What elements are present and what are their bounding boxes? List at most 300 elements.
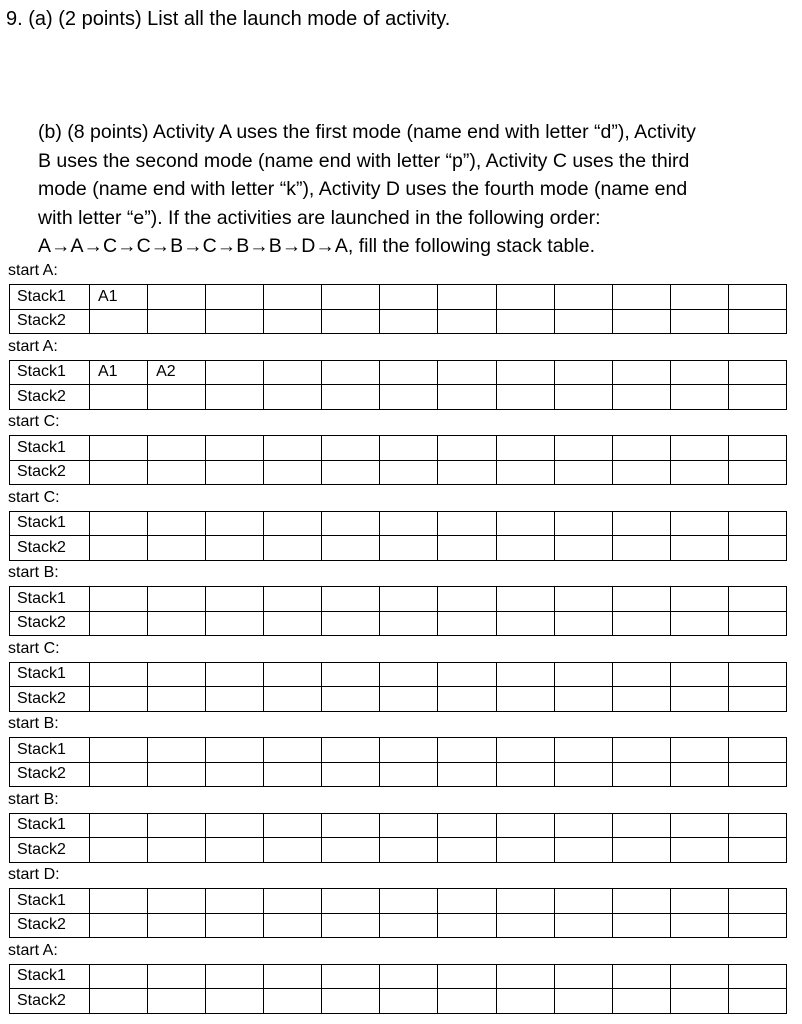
stack-cell[interactable] [90, 460, 148, 485]
stack-cell[interactable] [264, 913, 322, 938]
stack-cell[interactable] [90, 436, 148, 461]
stack-cell[interactable] [670, 813, 728, 838]
stack-cell[interactable] [206, 611, 264, 636]
stack-cell[interactable] [728, 989, 786, 1014]
stack-cell[interactable] [90, 813, 148, 838]
stack-cell[interactable] [206, 762, 264, 787]
stack-cell[interactable] [554, 385, 612, 410]
stack-cell[interactable] [380, 838, 438, 863]
stack-cell[interactable] [90, 611, 148, 636]
stack-cell[interactable] [380, 385, 438, 410]
stack-cell[interactable] [496, 460, 554, 485]
stack-cell[interactable] [496, 360, 554, 385]
stack-cell[interactable] [496, 309, 554, 334]
stack-cell[interactable] [148, 511, 206, 536]
row-label: Stack2 [10, 838, 90, 863]
stack-cell[interactable] [670, 687, 728, 712]
stack-cell[interactable] [612, 687, 670, 712]
stack-cell[interactable] [264, 611, 322, 636]
stack-cell[interactable] [90, 385, 148, 410]
stack-cell[interactable] [670, 889, 728, 914]
stack-cell[interactable] [612, 436, 670, 461]
stack-cell[interactable] [438, 536, 496, 561]
stack-cell[interactable] [438, 460, 496, 485]
stack-cell[interactable] [670, 536, 728, 561]
stack-cell[interactable] [148, 889, 206, 914]
stack-cell[interactable] [438, 687, 496, 712]
stack-cell[interactable] [496, 762, 554, 787]
stack-cell[interactable] [380, 460, 438, 485]
stack-cell[interactable] [612, 989, 670, 1014]
stack-cell[interactable] [554, 587, 612, 612]
stack-cell[interactable] [728, 838, 786, 863]
stack-cell[interactable] [670, 511, 728, 536]
stack-cell[interactable] [264, 460, 322, 485]
stack-cell[interactable] [554, 889, 612, 914]
stack-cell[interactable] [206, 309, 264, 334]
stack-cell[interactable] [264, 662, 322, 687]
stack-cell[interactable] [554, 687, 612, 712]
stack-cell[interactable] [148, 309, 206, 334]
stack-cell[interactable] [206, 511, 264, 536]
stack-cell[interactable] [380, 687, 438, 712]
stack-cell[interactable] [670, 587, 728, 612]
stack-table [9, 284, 787, 334]
stack-row [10, 662, 787, 687]
stack-cell[interactable] [322, 687, 380, 712]
stack-cell[interactable] [90, 662, 148, 687]
stack-section [0, 260, 802, 336]
stack-cell[interactable] [264, 536, 322, 561]
stack-cell[interactable] [438, 360, 496, 385]
stack-cell[interactable] [438, 587, 496, 612]
stack-cell[interactable] [496, 813, 554, 838]
row-label: Stack2 [10, 536, 90, 561]
stack-cell[interactable] [612, 587, 670, 612]
section-label: start A: [8, 262, 58, 279]
section-label: start C: [8, 488, 60, 506]
stack-cell[interactable] [148, 913, 206, 938]
row-label: Stack1 [10, 662, 90, 687]
stack-cell[interactable] [438, 309, 496, 334]
stack-cell[interactable] [322, 436, 380, 461]
stack-cell[interactable] [496, 511, 554, 536]
row-label: Stack2 [10, 309, 90, 334]
stack-cell[interactable] [554, 964, 612, 989]
stack-cell[interactable] [206, 687, 264, 712]
stack-cell[interactable] [728, 611, 786, 636]
section-label: start D: [8, 866, 60, 883]
stack-cell[interactable] [380, 964, 438, 989]
row-label: Stack1 [10, 360, 90, 385]
stack-cell[interactable] [90, 964, 148, 989]
stack-cell[interactable] [148, 738, 206, 763]
stack-cell[interactable] [670, 964, 728, 989]
stack-cell[interactable] [322, 762, 380, 787]
stack-row [10, 913, 787, 938]
stack-cell[interactable] [322, 536, 380, 561]
stack-cell[interactable] [728, 285, 786, 310]
stack-cell[interactable] [438, 913, 496, 938]
stack-cell[interactable] [612, 611, 670, 636]
row-label: Stack2 [10, 687, 90, 712]
stack-section [0, 864, 802, 940]
stack-cell[interactable] [438, 662, 496, 687]
stack-cell[interactable] [728, 460, 786, 485]
stack-cell[interactable] [496, 989, 554, 1014]
stack-cell[interactable] [670, 436, 728, 461]
stack-cell[interactable] [206, 813, 264, 838]
stack-cell[interactable] [496, 889, 554, 914]
row-label: Stack1 [10, 587, 90, 612]
stack-cell[interactable] [728, 762, 786, 787]
stack-cell[interactable] [206, 285, 264, 310]
stack-section [0, 562, 802, 638]
stack-cell[interactable] [554, 738, 612, 763]
stack-cell[interactable] [612, 838, 670, 863]
stack-cell[interactable] [612, 964, 670, 989]
stack-cell[interactable] [728, 738, 786, 763]
stack-section [0, 487, 802, 563]
stack-cell[interactable] [206, 964, 264, 989]
row-label: Stack1 [10, 285, 90, 310]
stack-cell[interactable] [438, 511, 496, 536]
stack-cell[interactable] [554, 460, 612, 485]
stack-cell[interactable] [380, 611, 438, 636]
stack-cell[interactable] [148, 687, 206, 712]
stack-cell[interactable] [206, 989, 264, 1014]
stack-cell[interactable] [728, 687, 786, 712]
stack-cell[interactable] [612, 460, 670, 485]
stack-cell[interactable] [322, 511, 380, 536]
stack-cell[interactable] [554, 511, 612, 536]
stack-cell[interactable] [554, 611, 612, 636]
stack-cell[interactable] [728, 913, 786, 938]
stack-cell[interactable] [90, 687, 148, 712]
stack-cell[interactable] [554, 285, 612, 310]
stack-cell[interactable] [322, 611, 380, 636]
stack-cell[interactable] [380, 536, 438, 561]
question-part-b-line: A→A→C→C→B→C→B→B→D→A, fill the following stack table. [38, 235, 595, 257]
stack-cell[interactable] [90, 913, 148, 938]
stack-cell[interactable] [612, 511, 670, 536]
stack-cell[interactable] [728, 309, 786, 334]
stack-cell[interactable] [90, 587, 148, 612]
stack-cell[interactable] [496, 536, 554, 561]
stack-cell[interactable] [264, 309, 322, 334]
row-label: Stack2 [10, 913, 90, 938]
stack-cell[interactable] [264, 587, 322, 612]
stack-cell[interactable] [612, 889, 670, 914]
stack-row [10, 989, 787, 1014]
stack-cell[interactable] [148, 989, 206, 1014]
stack-table [9, 737, 787, 787]
stack-table [9, 813, 787, 863]
stack-cell[interactable] [438, 385, 496, 410]
stack-cell[interactable] [264, 385, 322, 410]
stack-table [9, 435, 787, 485]
stack-cell[interactable] [148, 611, 206, 636]
stack-cell[interactable] [380, 511, 438, 536]
stack-cell[interactable] [554, 989, 612, 1014]
stack-cell[interactable] [438, 611, 496, 636]
stack-cell[interactable] [322, 964, 380, 989]
stack-cell[interactable] [612, 913, 670, 938]
stack-cell[interactable] [438, 285, 496, 310]
stack-cell[interactable] [148, 838, 206, 863]
row-label: Stack1 [10, 436, 90, 461]
stack-cell[interactable] [612, 385, 670, 410]
stack-cell[interactable] [322, 460, 380, 485]
stack-cell[interactable]: A1 [90, 360, 148, 385]
stack-cell[interactable] [728, 662, 786, 687]
stack-cell[interactable] [554, 662, 612, 687]
stack-cell[interactable] [206, 360, 264, 385]
stack-cell[interactable] [496, 662, 554, 687]
stack-cell[interactable] [496, 687, 554, 712]
stack-cell[interactable] [380, 989, 438, 1014]
stack-cell[interactable] [264, 436, 322, 461]
stack-cell[interactable] [264, 964, 322, 989]
stack-cell[interactable] [670, 662, 728, 687]
stack-cell[interactable] [90, 309, 148, 334]
stack-cell[interactable] [554, 360, 612, 385]
stack-cell[interactable] [206, 587, 264, 612]
stack-cell[interactable] [496, 285, 554, 310]
row-label: Stack1 [10, 511, 90, 536]
stack-cell[interactable] [322, 360, 380, 385]
stack-cell[interactable] [438, 989, 496, 1014]
row-label: Stack1 [10, 964, 90, 989]
stack-cell[interactable] [728, 385, 786, 410]
stack-cell[interactable] [264, 511, 322, 536]
stack-cell[interactable] [148, 813, 206, 838]
stack-cell[interactable] [264, 762, 322, 787]
stack-section [0, 411, 802, 487]
section-label: start B: [8, 715, 59, 732]
stack-cell[interactable] [206, 536, 264, 561]
section-label: start C: [8, 413, 60, 430]
section-label: start B: [8, 790, 59, 808]
stack-row [10, 309, 787, 334]
stack-cell[interactable] [148, 662, 206, 687]
stack-row [10, 460, 787, 485]
stack-cell[interactable] [728, 587, 786, 612]
stack-cell[interactable] [206, 889, 264, 914]
stack-cell[interactable] [554, 309, 612, 334]
stack-cell[interactable] [554, 913, 612, 938]
stack-cell[interactable] [206, 913, 264, 938]
stack-cell[interactable] [496, 913, 554, 938]
stack-cell[interactable] [612, 662, 670, 687]
stack-cell[interactable] [670, 913, 728, 938]
stack-cell[interactable] [496, 738, 554, 763]
stack-cell[interactable] [670, 738, 728, 763]
stack-table [9, 360, 787, 410]
stack-cell[interactable] [438, 813, 496, 838]
stack-cell[interactable] [322, 309, 380, 334]
row-label: Stack2 [10, 611, 90, 636]
stack-cell[interactable] [496, 587, 554, 612]
stack-cell[interactable] [612, 738, 670, 763]
stack-cell[interactable] [206, 436, 264, 461]
stack-cell[interactable] [206, 738, 264, 763]
stack-cell[interactable] [670, 838, 728, 863]
stack-cell[interactable]: A1 [90, 285, 148, 310]
stack-cell[interactable] [380, 285, 438, 310]
stack-cell[interactable] [612, 309, 670, 334]
question-part-b-line: mode (name end with letter “k”), Activity D uses the fourth mode (name end [38, 178, 688, 200]
stack-cell[interactable] [612, 285, 670, 310]
stack-cell[interactable] [148, 762, 206, 787]
stack-cell[interactable] [728, 964, 786, 989]
stack-table [9, 964, 787, 1014]
stack-cell[interactable] [612, 360, 670, 385]
stack-cell[interactable] [90, 989, 148, 1014]
stack-cell[interactable] [322, 738, 380, 763]
stack-cell[interactable] [206, 385, 264, 410]
stack-cell[interactable] [322, 587, 380, 612]
stack-cell[interactable] [380, 738, 438, 763]
stack-cell[interactable] [496, 611, 554, 636]
stack-cell[interactable] [90, 738, 148, 763]
stack-cell[interactable] [206, 838, 264, 863]
stack-cell[interactable] [670, 762, 728, 787]
stack-cell[interactable] [438, 436, 496, 461]
stack-cell[interactable] [148, 285, 206, 310]
stack-cell[interactable] [670, 285, 728, 310]
stack-table [9, 586, 787, 636]
stack-cell[interactable] [380, 436, 438, 461]
stack-cell[interactable] [438, 838, 496, 863]
stack-row [10, 611, 787, 636]
row-label: Stack2 [10, 989, 90, 1014]
stack-cell[interactable] [554, 436, 612, 461]
stack-cell[interactable] [670, 460, 728, 485]
stack-cell[interactable] [264, 989, 322, 1014]
stack-cell[interactable] [496, 838, 554, 863]
stack-row [10, 838, 787, 863]
stack-cell[interactable] [612, 762, 670, 787]
stack-cell[interactable] [728, 536, 786, 561]
stack-cell[interactable] [264, 738, 322, 763]
stack-cell[interactable]: A2 [148, 360, 206, 385]
stack-cell[interactable] [90, 511, 148, 536]
stack-cell[interactable] [90, 838, 148, 863]
stack-cell[interactable] [554, 536, 612, 561]
stack-cell[interactable] [380, 309, 438, 334]
stack-cell[interactable] [90, 536, 148, 561]
stack-cell[interactable] [380, 587, 438, 612]
stack-cell[interactable] [728, 360, 786, 385]
stack-table [9, 662, 787, 712]
stack-cell[interactable] [554, 762, 612, 787]
stack-cell[interactable] [148, 536, 206, 561]
stack-cell[interactable] [90, 889, 148, 914]
stack-cell[interactable] [322, 913, 380, 938]
stack-cell[interactable] [496, 964, 554, 989]
stack-cell[interactable] [380, 360, 438, 385]
stack-cell[interactable] [496, 436, 554, 461]
stack-cell[interactable] [148, 587, 206, 612]
row-label: Stack1 [10, 889, 90, 914]
question-part-b-line: with letter “e”). If the activities are launched in the following order: [38, 206, 601, 229]
stack-cell[interactable] [322, 989, 380, 1014]
stack-section [0, 789, 802, 865]
stack-section [0, 940, 802, 1016]
question-part-b [38, 118, 790, 261]
stack-cell[interactable] [206, 662, 264, 687]
stack-cell[interactable] [322, 838, 380, 863]
stack-cell[interactable] [264, 889, 322, 914]
stack-cell[interactable] [264, 360, 322, 385]
stack-cell[interactable] [322, 813, 380, 838]
stack-cell[interactable] [380, 662, 438, 687]
stack-row [10, 587, 787, 612]
stack-cell[interactable] [670, 385, 728, 410]
stack-cell[interactable] [496, 385, 554, 410]
stack-cell[interactable] [728, 511, 786, 536]
stack-cell[interactable] [612, 813, 670, 838]
stack-cell[interactable] [322, 889, 380, 914]
stack-cell[interactable] [322, 662, 380, 687]
stack-cell[interactable] [728, 813, 786, 838]
stack-section [0, 336, 802, 412]
stack-row [10, 360, 787, 385]
stack-cell[interactable] [148, 385, 206, 410]
stack-cell[interactable] [728, 889, 786, 914]
stack-cell[interactable] [380, 762, 438, 787]
row-label: Stack2 [10, 460, 90, 485]
stack-cell[interactable] [148, 460, 206, 485]
stack-cell[interactable] [322, 285, 380, 310]
stack-cell[interactable] [438, 738, 496, 763]
stack-cell[interactable] [728, 436, 786, 461]
stack-row [10, 889, 787, 914]
stack-cell[interactable] [670, 989, 728, 1014]
stack-cell[interactable] [670, 309, 728, 334]
stack-cell[interactable] [322, 385, 380, 410]
stack-cell[interactable] [148, 964, 206, 989]
stack-cell[interactable] [380, 813, 438, 838]
row-label: Stack2 [10, 762, 90, 787]
stack-cell[interactable] [554, 813, 612, 838]
stack-cell[interactable] [264, 813, 322, 838]
stack-cell[interactable] [438, 964, 496, 989]
section-label: start A: [8, 941, 58, 959]
stack-row [10, 511, 787, 536]
stack-cell[interactable] [438, 889, 496, 914]
stack-cell[interactable] [554, 838, 612, 863]
stack-cell[interactable] [206, 460, 264, 485]
stack-row [10, 385, 787, 410]
stack-cell[interactable] [612, 536, 670, 561]
stack-table [9, 511, 787, 561]
stack-cell[interactable] [438, 762, 496, 787]
stack-cell[interactable] [148, 436, 206, 461]
stack-cell[interactable] [380, 889, 438, 914]
section-label: start A: [8, 337, 58, 355]
stack-cell[interactable] [670, 360, 728, 385]
stack-cell[interactable] [380, 913, 438, 938]
stack-cell[interactable] [90, 762, 148, 787]
stack-section [0, 713, 802, 789]
stack-cell[interactable] [264, 687, 322, 712]
stack-cell[interactable] [670, 611, 728, 636]
row-label: Stack2 [10, 385, 90, 410]
stack-cell[interactable] [264, 838, 322, 863]
stack-cell[interactable] [264, 285, 322, 310]
